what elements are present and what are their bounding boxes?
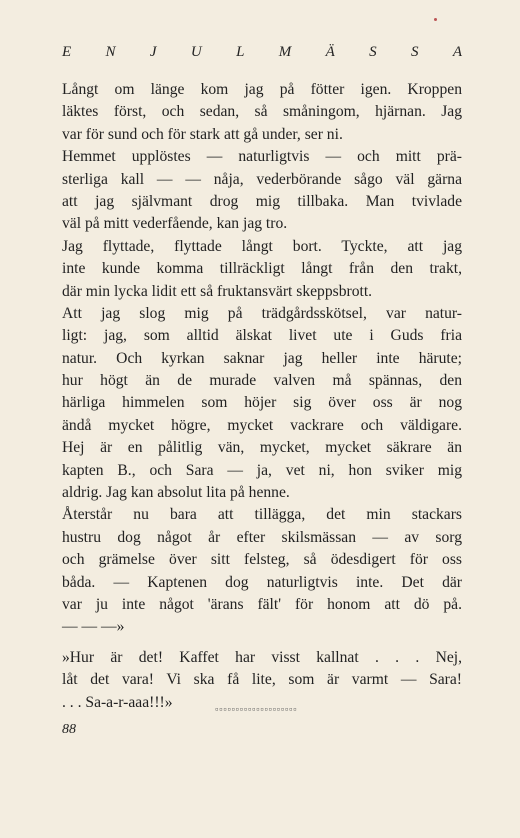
ink-speck [434, 18, 437, 21]
header-letter: E [62, 44, 72, 60]
text-line: — — —» [62, 618, 125, 636]
text-line: inte kunde komma tillräckligt långt från den trakt, [62, 260, 462, 278]
running-header [62, 44, 462, 61]
header-letter: M [278, 44, 292, 60]
text-line: läktes först, och sedan, så småningom, hjärnan. Jag [62, 103, 462, 121]
header-letter: L [236, 44, 245, 60]
text-line: där min lycka lidit ett så fruktansvärt skeppsbrott. [62, 282, 373, 300]
header-letter: S [369, 44, 377, 60]
text-line: kapten B., och Sara — ja, vet ni, hon sviker mig [62, 461, 462, 479]
header-letter: Ä [325, 44, 335, 60]
text-line: Långt om länge kom jag på fötter igen. Kroppen [62, 81, 462, 98]
text-line: Återstår nu bara att tillägga, det min stackars [62, 506, 462, 524]
text-line: ändå mycket högre, mycket vackrare och väldigare. [62, 416, 462, 434]
text-line: aldrig. Jag kan absolut lita på henne. [62, 484, 290, 502]
header-letter: J [149, 44, 157, 60]
text-line: Hemmet upplöstes — naturligtvis — och mitt prä- [62, 148, 462, 166]
text-line: att jag självmant drog mig tillbaka. Man tvivlade [62, 192, 462, 210]
text-line: natur. Och kyrkan saknar jag heller inte härute; [62, 349, 462, 367]
text-line: väl på mitt vederfående, kan jag tro. [62, 215, 288, 233]
text-line: ligt: jag, som alltid älskat livet ute i Guds fria [62, 327, 462, 345]
text-line: härliga himmelen som höjer sig över oss är nog [62, 394, 462, 412]
footer-ornament: ▫▫▫▫▫▫▫▫▫▫▫▫▫▫▫▫▫▫▫▫ [215, 706, 298, 713]
text-line: hustru dog något år efter skilsmässan — av sorg [62, 528, 462, 546]
text-line: låt det vara! Vi ska få lite, som är varmt — Sara! [62, 671, 462, 689]
text-line: var för sund och för stark att gå under, ser ni. [62, 125, 343, 143]
text-line: »Hur är det! Kaffet har visst kallnat . . . Nej, [62, 648, 462, 666]
text-line: Jag flyttade, flyttade långt bort. Tyckte, att jag [62, 237, 462, 255]
text-line: sterliga kall — — nåja, vederbörande sågo väl gärna [62, 170, 462, 188]
text-line: . . . Sa-a-r-aaa!!!» [62, 693, 173, 711]
text-line: hur högt än de murade valven må spännas, den [62, 372, 462, 390]
body-text [62, 79, 462, 714]
header-letter: N [105, 44, 116, 60]
page-number: 88 [62, 722, 76, 737]
text-line: Att jag slog mig på trädgårdsskötsel, var natur- [62, 304, 462, 322]
header-letter: U [190, 44, 202, 60]
text-line: båda. — Kaptenen dog naturligtvis inte. Det där [62, 573, 462, 591]
header-letter: S [410, 44, 419, 60]
header-letter: A [452, 44, 462, 60]
text-line: Hej är en pålitlig vän, mycket, mycket säkrare än [62, 439, 462, 457]
text-line: och grämelse över sitt felsteg, så ödesdigert för oss [62, 551, 462, 569]
text-line: var ju inte något 'ärans fält' för honom att dö på. [62, 595, 462, 613]
